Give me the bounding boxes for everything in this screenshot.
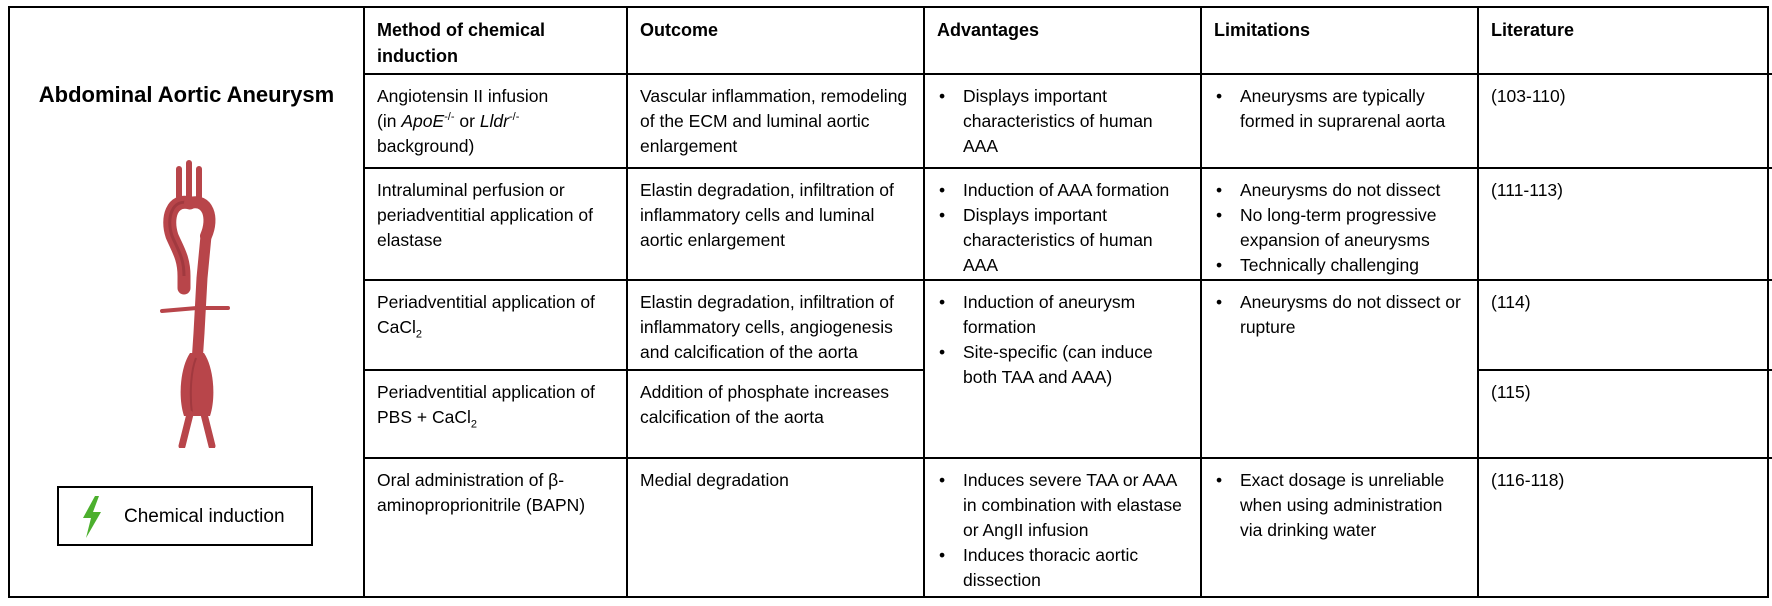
list-item: • Displays important characteristics of human AAA bbox=[963, 84, 1188, 159]
gene-apoe: ApoE bbox=[401, 111, 445, 131]
legend-box bbox=[57, 486, 313, 546]
gene-lldr: Lldr bbox=[479, 111, 509, 131]
method-cell: Oral administration of β-aminoproprionitrile (BAPN) bbox=[364, 458, 627, 598]
list-item: • Induction of AAA formation bbox=[963, 178, 1188, 203]
list-item: • Exact dosage is unreliable when using administration via drinking water bbox=[1240, 468, 1465, 543]
method-cell: Periadventitial application of CaCl$_2$ bbox=[364, 280, 627, 370]
limitations-cell bbox=[1201, 168, 1478, 280]
lightning-bolt-icon bbox=[81, 496, 103, 538]
table-row bbox=[364, 168, 1772, 280]
aorta-illustration bbox=[150, 158, 230, 448]
panel-title: Abdominal Aortic Aneurysm bbox=[38, 82, 335, 107]
list-item: • Aneurysms are typically formed in suprarenal aorta bbox=[1240, 84, 1465, 134]
header-limitations: Limitations bbox=[1201, 6, 1478, 74]
table-row bbox=[364, 74, 1772, 168]
list-item: • Site-specific (can induce both TAA and AAA) bbox=[963, 340, 1188, 390]
method-cell: Angiotensin II infusion (in ApoE-/- or Lldr-/- background) bbox=[364, 74, 627, 168]
list-item: • Technically challenging bbox=[1240, 253, 1465, 278]
literature-cell: (116-118) bbox=[1478, 458, 1772, 598]
left-panel bbox=[10, 8, 363, 596]
table-row bbox=[364, 458, 1772, 598]
limitations-cell bbox=[1201, 280, 1478, 458]
list-item: • Induces severe TAA or AAA in combination with elastase or AngII infusion bbox=[963, 468, 1188, 543]
limitations-cell bbox=[1201, 458, 1478, 598]
aorta-aneurysm bbox=[181, 353, 214, 416]
aorta-branch-1 bbox=[176, 166, 182, 200]
advantages-cell bbox=[924, 168, 1201, 280]
header-outcome: Outcome bbox=[627, 6, 924, 74]
method-cell: Intraluminal perfusion or periadventitial application of elastase bbox=[364, 168, 627, 280]
list-item: • No long-term progressive expansion of aneurysms bbox=[1240, 203, 1465, 253]
literature-cell: (111-113) bbox=[1478, 168, 1772, 280]
outcome-cell: Vascular inflammation, remodeling of the ECM and luminal aortic enlargement bbox=[627, 74, 924, 168]
list-item: • Induction of aneurysm formation bbox=[963, 290, 1188, 340]
literature-cell: (114) bbox=[1478, 280, 1772, 370]
advantages-cell bbox=[924, 280, 1201, 458]
list-item: • Displays important characteristics of human AAA bbox=[963, 203, 1188, 278]
literature-cell: (103-110) bbox=[1478, 74, 1772, 168]
table-header-row bbox=[364, 6, 1772, 74]
method-cell: Periadventitial application of PBS + CaCl$_2$ bbox=[364, 370, 627, 458]
list-item: • Aneurysms do not dissect or rupture bbox=[1240, 290, 1465, 340]
table-row bbox=[364, 280, 1772, 370]
aorta-iliac-right bbox=[204, 414, 212, 446]
header-literature: Literature bbox=[1478, 6, 1772, 74]
aorta-renal-left bbox=[162, 308, 197, 311]
outcome-cell: Elastin degradation, infiltration of inflammatory cells, angiogenesis and calcification of the aorta bbox=[627, 280, 924, 370]
advantages-cell bbox=[924, 74, 1201, 168]
figure-frame bbox=[8, 6, 1769, 598]
outcome-cell: Medial degradation bbox=[627, 458, 924, 598]
limitations-cell bbox=[1201, 74, 1478, 168]
header-method: Method of chemical induction bbox=[364, 6, 627, 74]
outcome-cell: Elastin degradation, infiltration of inflammatory cells and luminal aortic enlargement bbox=[627, 168, 924, 280]
header-advantages: Advantages bbox=[924, 6, 1201, 74]
list-item: • Aneurysms do not dissect bbox=[1240, 178, 1465, 203]
legend-label: Chemical induction bbox=[124, 506, 285, 527]
induction-methods-table bbox=[363, 6, 1772, 598]
method-line: Angiotensin II infusion bbox=[377, 86, 549, 106]
literature-cell: (115) bbox=[1478, 370, 1772, 458]
aorta-branch-2 bbox=[186, 160, 192, 200]
outcome-cell: Addition of phosphate increases calcification of the aorta bbox=[627, 370, 924, 458]
list-item: • Induces thoracic aortic dissection bbox=[963, 543, 1188, 593]
aorta-iliac-left bbox=[182, 414, 190, 446]
aorta-branch-3 bbox=[196, 166, 202, 200]
aorta-descending bbox=[197, 236, 206, 363]
aorta-arch bbox=[170, 202, 190, 288]
advantages-cell bbox=[924, 458, 1201, 598]
